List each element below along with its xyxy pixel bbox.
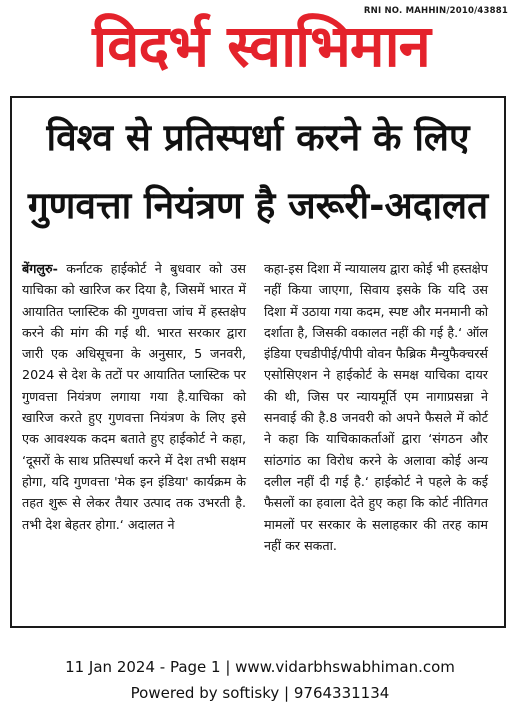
- footer-date-page-website: 11 Jan 2024 - Page 1 | www.vidarbhswabhiman.com: [65, 658, 455, 676]
- headline-line-2: गुणवत्ता नियंत्रण है जरूरी-अदालत: [27, 184, 489, 227]
- headline: [20, 104, 496, 240]
- article-column-right: [264, 258, 488, 556]
- article-box: [10, 96, 506, 628]
- masthead: [0, 0, 520, 86]
- rni-number: RNI NO. MAHHIN/2010/43881: [363, 6, 508, 16]
- column-left-text: कर्नाटक हाईकोर्ट ने बुधवार को उस याचिका को खारिज कर दिया है, जिसमें भारत में आयातित प्लास्टिक की गुणवत्ता जांच में हस्तक्षेप करने की मांग की गई थी. भारत सरकार द्वारा जारी एक अधिसूचना के अनुसार, 5 जनवरी, 2024 से देश के तटों पर आयातित प्लास्टिक पर गुणवत्ता नियंत्रण लगाया गया है.याचिका को खारिज करते हुए गुणवत्ता नियंत्रण के लिए इसे एक आवश्यक कदम बताते हुए हाईकोर्ट ने कहा, ‘दूसरों के साथ प्रतिस्पर्धा करने में देश तभी सक्षम होगा, यदि गुणवत्ता 'मेक इन इंडिया' कार्यक्रम के तहत शुरू से लेकर तैयार उत्पाद तक उभरती है. तभी देश बेहतर होगा.‘ अदालत ने: [22, 261, 246, 532]
- dateline: बेंगलुरु-: [22, 261, 58, 276]
- newspaper-logo-title: विदर्भ स्वाभिमान: [92, 12, 430, 80]
- article-column-left: [22, 258, 246, 535]
- column-right-text: कहा-इस दिशा में न्यायालय द्वारा कोई भी हस्तक्षेप नहीं किया जाएगा, सिवाय इसके कि यदि उस दिशा में उठाया गया कदम, स्पष्ट और मनमानी को दर्शाता है, जिसकी वकालत नहीं की गई है.‘ ऑल इंडिया एचडीपीई/पीपी वोवन फैब्रिक मैन्युफैक्चरर्स एसोसिएशन ने हाईकोर्ट के समक्ष याचिका दायर की थी, जिस पर न्यायमूर्ति एम नागाप्रसन्ना ने सनवाई की है.8 जनवरी को अपने फैसले में कोर्ट ने कहा कि याचिकाकर्ताओं द्वारा ‘संगठन और सांठगांठ का विरोध करने के अलावा कोई अन्य दलील नहीं दी गई है.‘ हाईकोर्ट ने पहले के कई फैसलों का हवाला देते हुए कहा कि कोर्ट नीतिगत मामलों पर सरकार के सलाहकार की तरह काम नहीं कर सकता.: [264, 261, 488, 553]
- headline-line-1: विश्व से प्रतिस्पर्धा करने के लिए: [46, 116, 470, 159]
- footer-powered-by: Powered by softisky | 9764331134: [130, 684, 390, 702]
